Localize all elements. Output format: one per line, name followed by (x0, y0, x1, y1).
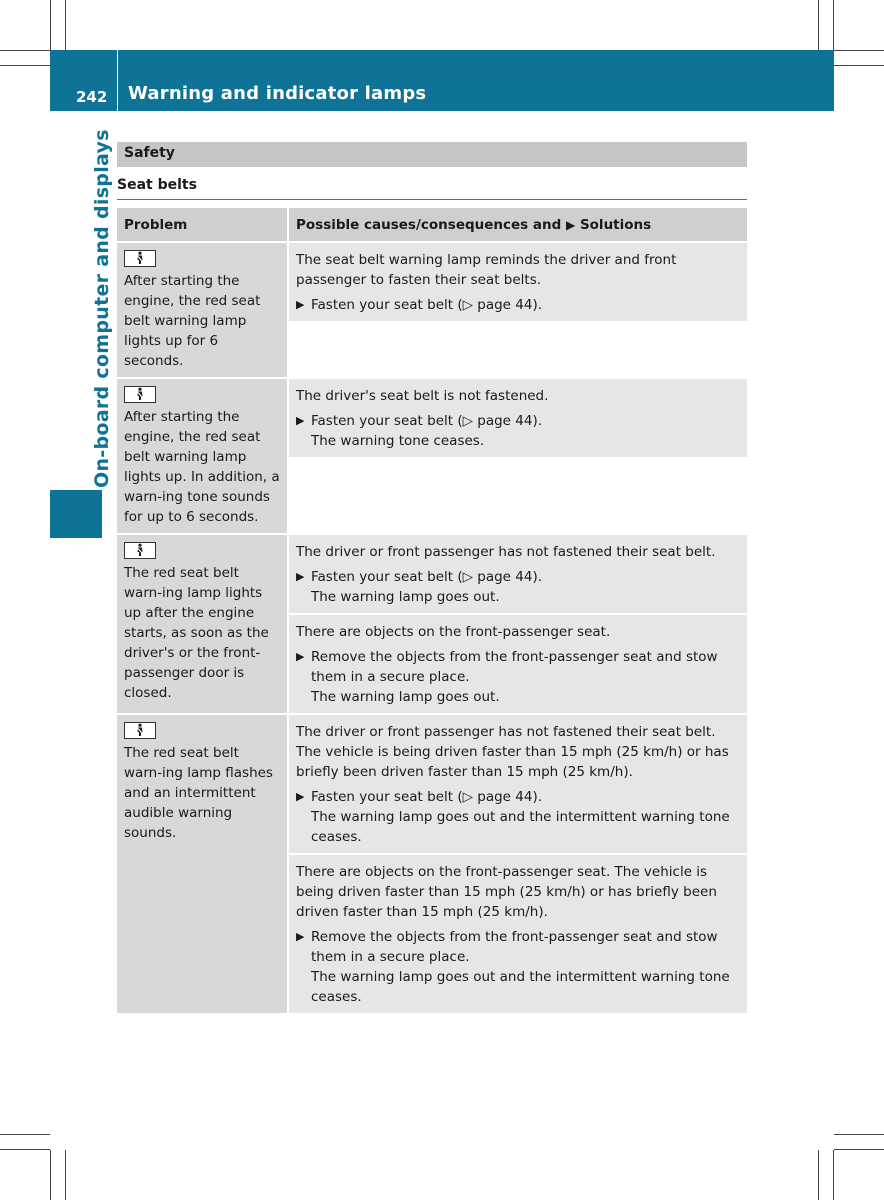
crop-mark (833, 1150, 834, 1200)
solution-cell (289, 715, 747, 853)
crop-mark (834, 50, 884, 51)
problem-cell (117, 713, 289, 1013)
cause-text: The driver's seat belt is not fastened. (296, 388, 549, 404)
section-heading: Safety (117, 142, 747, 167)
header-divider (117, 50, 118, 111)
solution-group (289, 377, 747, 533)
action-step (296, 647, 741, 707)
step-result: The warning lamp goes out. (311, 589, 500, 605)
crop-mark (834, 1134, 884, 1135)
step-result: The warning lamp goes out and the intermittent warning tone ceases. (311, 969, 730, 1005)
step-text (311, 411, 741, 451)
column-header-solutions-text: Solutions (579, 217, 652, 233)
page-header (50, 50, 834, 111)
step-arrow-icon: ▶ (296, 930, 305, 943)
solution-cell (289, 243, 747, 321)
step-instruction: Remove the objects from the front-passenger seat and stow them in a secure place. (311, 649, 718, 685)
problem-text: The red seat belt warn-ing lamp flashes and an intermittent audible warning sounds. (124, 745, 273, 841)
solution-cell (289, 379, 747, 457)
solution-cell (289, 613, 747, 713)
step-text (311, 927, 741, 1007)
seat-belt-warning-icon (124, 386, 156, 403)
crop-mark (833, 0, 834, 50)
chapter-label: On-board computer and displays (91, 129, 113, 488)
solution-group (289, 533, 747, 713)
cause-text: The driver or front passenger has not fastened their seat belt. (296, 544, 716, 560)
crop-mark (818, 1150, 819, 1200)
crop-mark (65, 0, 66, 50)
crop-mark (0, 65, 50, 66)
column-header-problem: Problem (117, 208, 289, 241)
page-title: Warning and indicator lamps (128, 83, 427, 104)
step-instruction: Remove the objects from the front-passenger seat and stow them in a secure place. (311, 929, 718, 965)
step-instruction: Fasten your seat belt (▷ page 44). (311, 789, 543, 805)
action-step (296, 787, 741, 847)
heading-rule (117, 199, 747, 200)
problem-text: After starting the engine, the red seat belt warning lamp lights up for 6 seconds. (124, 273, 261, 369)
crop-mark (834, 65, 884, 66)
step-text (311, 567, 741, 607)
step-instruction: Fasten your seat belt (▷ page 44). (311, 413, 543, 429)
solution-group (289, 241, 747, 377)
step-text (311, 787, 741, 847)
solution-cell (289, 535, 747, 613)
problem-cell (117, 377, 289, 533)
problem-solution-table (117, 208, 747, 1013)
column-header-solutions (289, 208, 747, 241)
crop-mark (50, 1150, 51, 1200)
problem-cell (117, 241, 289, 377)
cause-text: There are objects on the front-passenger seat. The vehicle is being driven faster than 15 mph (25 km/h) or has briefly been driven faster than 15 mph (25 km/h). (296, 864, 717, 920)
problem-text: The red seat belt warn-ing lamp lights up after the engine starts, as soon as the driver's or the front-passenger door is closed. (124, 565, 269, 701)
step-arrow-icon: ▶ (296, 298, 305, 311)
step-instruction: Fasten your seat belt (▷ page 44). (311, 297, 543, 313)
step-result: The warning lamp goes out and the intermittent warning tone ceases. (311, 809, 730, 845)
crop-mark (0, 1149, 50, 1150)
step-text (311, 647, 741, 707)
seat-belt-warning-icon (124, 250, 156, 267)
cause-text: There are objects on the front-passenger seat. (296, 624, 611, 640)
solution-cell (289, 853, 747, 1013)
seat-belt-warning-icon (124, 722, 156, 739)
step-arrow-icon: ▶ (296, 414, 305, 427)
cause-text: The driver or front passenger has not fastened their seat belt. The vehicle is being driven faster than 15 mph (25 km/h) or has briefly been driven faster than 15 mph (25 km/h). (296, 724, 729, 780)
step-text (311, 295, 741, 315)
arrow-right-icon: ▶ (566, 218, 576, 232)
cause-text: The seat belt warning lamp reminds the driver and front passenger to fasten their seat belts. (296, 252, 677, 288)
crop-mark (818, 0, 819, 50)
step-arrow-icon: ▶ (296, 790, 305, 803)
page-number: 242 (76, 88, 108, 106)
step-arrow-icon: ▶ (296, 570, 305, 583)
step-instruction: Fasten your seat belt (▷ page 44). (311, 569, 543, 585)
step-result: The warning tone ceases. (311, 433, 485, 449)
crop-mark (0, 50, 50, 51)
action-step (296, 411, 741, 451)
column-header-solutions-text: Possible causes/consequences and (296, 217, 562, 233)
problem-cell (117, 533, 289, 713)
step-result: The warning lamp goes out. (311, 689, 500, 705)
action-step (296, 295, 741, 315)
action-step (296, 927, 741, 1007)
problem-text: After starting the engine, the red seat belt warning lamp lights up. In addition, a warn-ing tone sounds for up to 6 seconds. (124, 409, 280, 525)
action-step (296, 567, 741, 607)
seat-belt-warning-icon (124, 542, 156, 559)
crop-mark (65, 1150, 66, 1200)
crop-mark (834, 1149, 884, 1150)
step-arrow-icon: ▶ (296, 650, 305, 663)
solution-group (289, 713, 747, 1013)
crop-mark (50, 0, 51, 50)
subsection-heading: Seat belts (117, 177, 197, 193)
chapter-tab (50, 490, 102, 538)
crop-mark (0, 1134, 50, 1135)
